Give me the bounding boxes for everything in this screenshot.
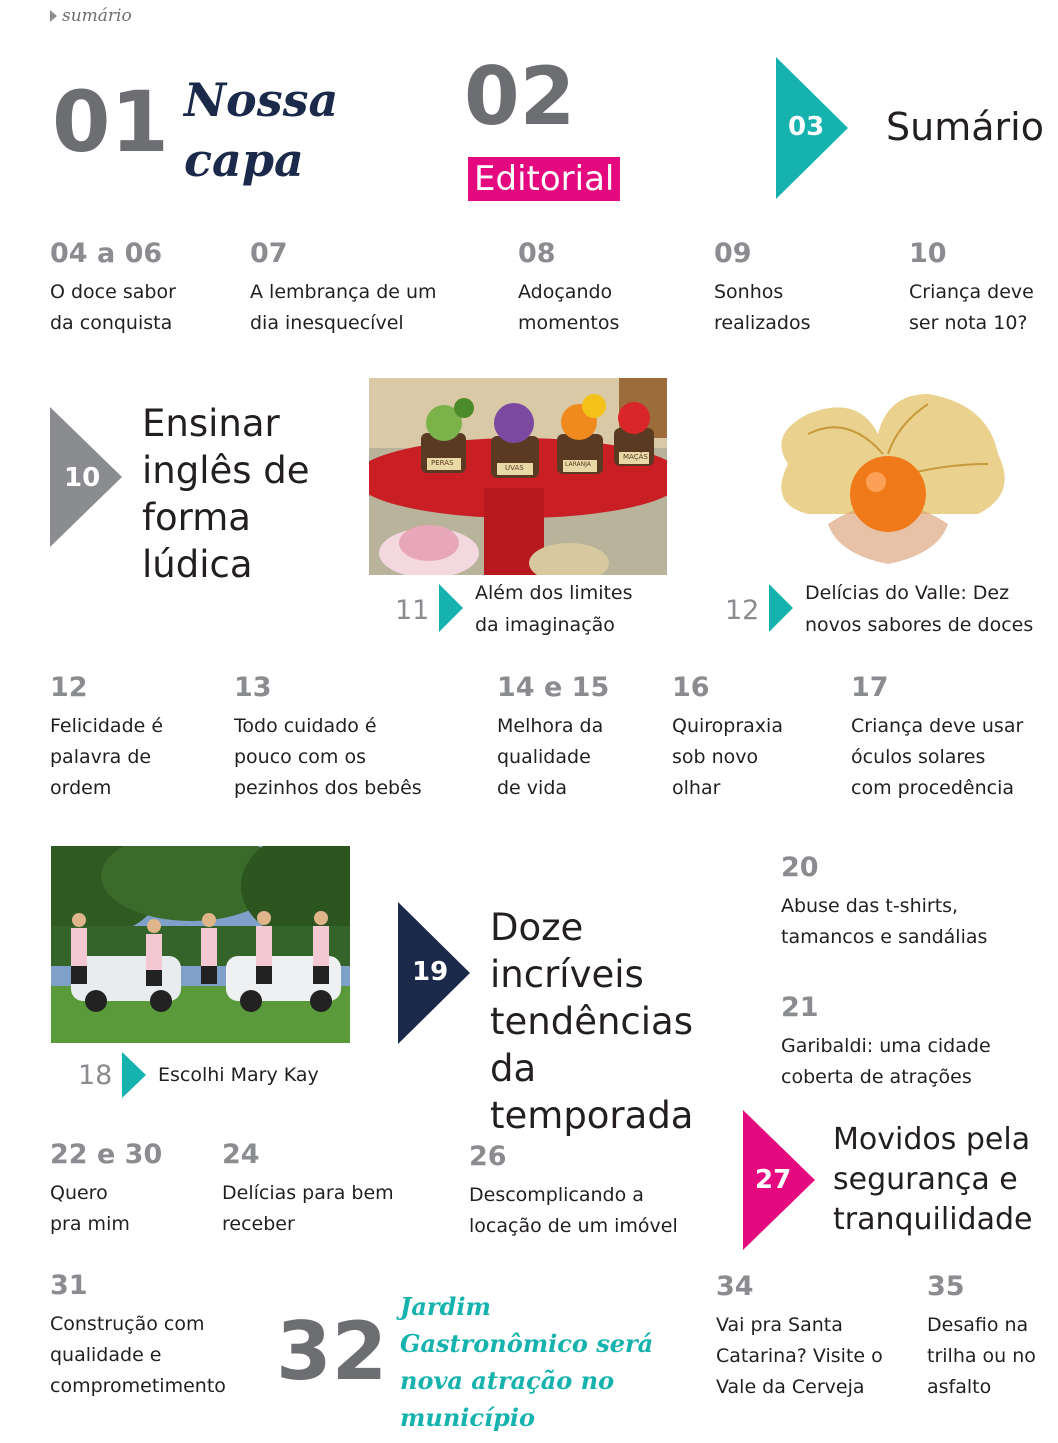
toc-item-01[interactable] (50, 70, 350, 200)
toc-feature-19[interactable] (398, 902, 748, 1137)
physalis-photo (748, 374, 1028, 574)
item-number: 09 (714, 238, 752, 269)
item-title: Nossa capa (184, 73, 339, 187)
toc-item[interactable] (50, 674, 220, 804)
toc-item[interactable] (222, 1141, 442, 1240)
item-number: 02 (464, 50, 576, 143)
editorial-badge: Editorial (468, 157, 620, 201)
item-number: 14 e 15 (497, 672, 610, 703)
toc-item[interactable] (50, 1141, 210, 1240)
item-title: A lembrança de um dia inesquecível (250, 281, 437, 334)
item-title: Vai pra Santa Catarina? Visite o Vale da Cerveja (716, 1314, 883, 1398)
item-number: 21 (781, 992, 819, 1023)
item-number: 10 (64, 463, 101, 493)
item-title: Delícias do Valle: Dez novos sabores de doces (805, 582, 1034, 636)
item-title: Sumário (886, 105, 1044, 149)
toc-item[interactable] (250, 240, 490, 339)
toc-item[interactable] (50, 240, 240, 339)
toc-item[interactable] (714, 240, 894, 339)
toc-item[interactable] (518, 240, 698, 339)
toc-item-34[interactable] (716, 1273, 906, 1403)
toc-item[interactable] (851, 674, 1051, 804)
toc-item-02[interactable] (460, 50, 630, 205)
toc-item-21[interactable] (781, 994, 1051, 1093)
item-title: Além dos limites da imaginação (475, 582, 633, 636)
item-number: 17 (851, 672, 889, 703)
item-title: Quero pra mim (50, 1182, 130, 1235)
cupcakes-photo (369, 378, 667, 575)
item-number: 01 (52, 73, 169, 171)
item-title: Descomplicando a locação de um imóvel (469, 1184, 678, 1237)
item-number: 18 (78, 1060, 113, 1091)
item-title: Criança deve ser nota 10? (909, 281, 1034, 334)
item-number: 04 a 06 (50, 238, 163, 269)
toc-feature-11[interactable] (395, 582, 665, 642)
arrow-teal-icon (439, 584, 463, 632)
item-title: Sonhos realizados (714, 281, 811, 334)
item-title: Ensinar inglês de forma lúdica (142, 402, 310, 586)
item-title: Desafio na trilha ou no asfalto (927, 1314, 1036, 1398)
toc-feature-27[interactable] (743, 1110, 1048, 1252)
item-title: Movidos pela segurança e tranquilidade (833, 1122, 1033, 1237)
group-photo (51, 846, 350, 1043)
item-title: Jardim Gastronômico será nova atração no município (400, 1292, 654, 1432)
section-header (50, 6, 132, 26)
item-number: 13 (234, 672, 272, 703)
item-title: Todo cuidado é pouco com os pezinhos dos bebês (234, 715, 422, 799)
toc-item-03[interactable] (776, 57, 1046, 199)
item-title: Abuse das t-shirts, tamancos e sandálias (781, 895, 988, 948)
item-title: Melhora da qualidade de vida (497, 715, 604, 799)
toc-item[interactable] (234, 674, 464, 804)
toc-item-35[interactable] (927, 1273, 1052, 1403)
section-label: sumário (62, 6, 132, 26)
item-number: 26 (469, 1141, 507, 1172)
item-number: 24 (222, 1139, 260, 1170)
item-title: Felicidade é palavra de ordem (50, 715, 164, 799)
item-number: 19 (412, 957, 449, 987)
item-number: 32 (276, 1305, 388, 1398)
item-title: O doce sabor da conquista (50, 281, 176, 334)
item-number: 11 (395, 595, 430, 626)
item-number: 16 (672, 672, 710, 703)
item-title: Adoçando momentos (518, 281, 620, 334)
item-title: Garibaldi: uma cidade coberta de atrações (781, 1035, 991, 1088)
toc-item[interactable] (497, 674, 657, 804)
item-number: 03 (788, 112, 825, 142)
item-title: Escolhi Mary Kay (158, 1064, 319, 1086)
toc-item-31[interactable] (50, 1272, 250, 1402)
toc-feature-18[interactable] (78, 1052, 358, 1100)
item-number: 07 (250, 238, 288, 269)
toc-item[interactable] (672, 674, 832, 804)
toc-item-20[interactable] (781, 854, 1051, 953)
item-number: 12 (50, 672, 88, 703)
item-number: 10 (909, 238, 947, 269)
arrow-teal-icon (769, 584, 793, 632)
item-title: Criança deve usar óculos solares com procedência (851, 715, 1024, 799)
item-title: Construção com qualidade e comprometimento (50, 1313, 226, 1397)
item-number: 12 (725, 595, 760, 626)
photo-label: PERAS (431, 459, 454, 467)
item-title: Delícias para bem receber (222, 1182, 394, 1235)
photo-label: LARANJA (565, 461, 591, 468)
toc-item[interactable] (469, 1143, 709, 1242)
item-number: 34 (716, 1271, 754, 1302)
photo-label: MAÇÃS (623, 453, 648, 461)
item-number: 35 (927, 1271, 965, 1302)
item-title: Doze incríveis tendências da temporada (490, 906, 694, 1137)
toc-feature-10[interactable] (50, 400, 350, 590)
toc-feature-32[interactable] (276, 1290, 696, 1440)
item-title: Quiropraxia sob novo olhar (672, 715, 783, 799)
toc-feature-12[interactable] (725, 582, 1045, 642)
item-number: 22 e 30 (50, 1139, 163, 1170)
item-number: 27 (755, 1165, 792, 1195)
item-number: 20 (781, 852, 819, 883)
item-number: 08 (518, 238, 556, 269)
toc-item[interactable] (909, 240, 1049, 339)
item-number: 31 (50, 1270, 88, 1301)
caret-right-icon (50, 10, 57, 22)
photo-label: UVAS (505, 464, 524, 472)
arrow-teal-icon (122, 1052, 146, 1098)
